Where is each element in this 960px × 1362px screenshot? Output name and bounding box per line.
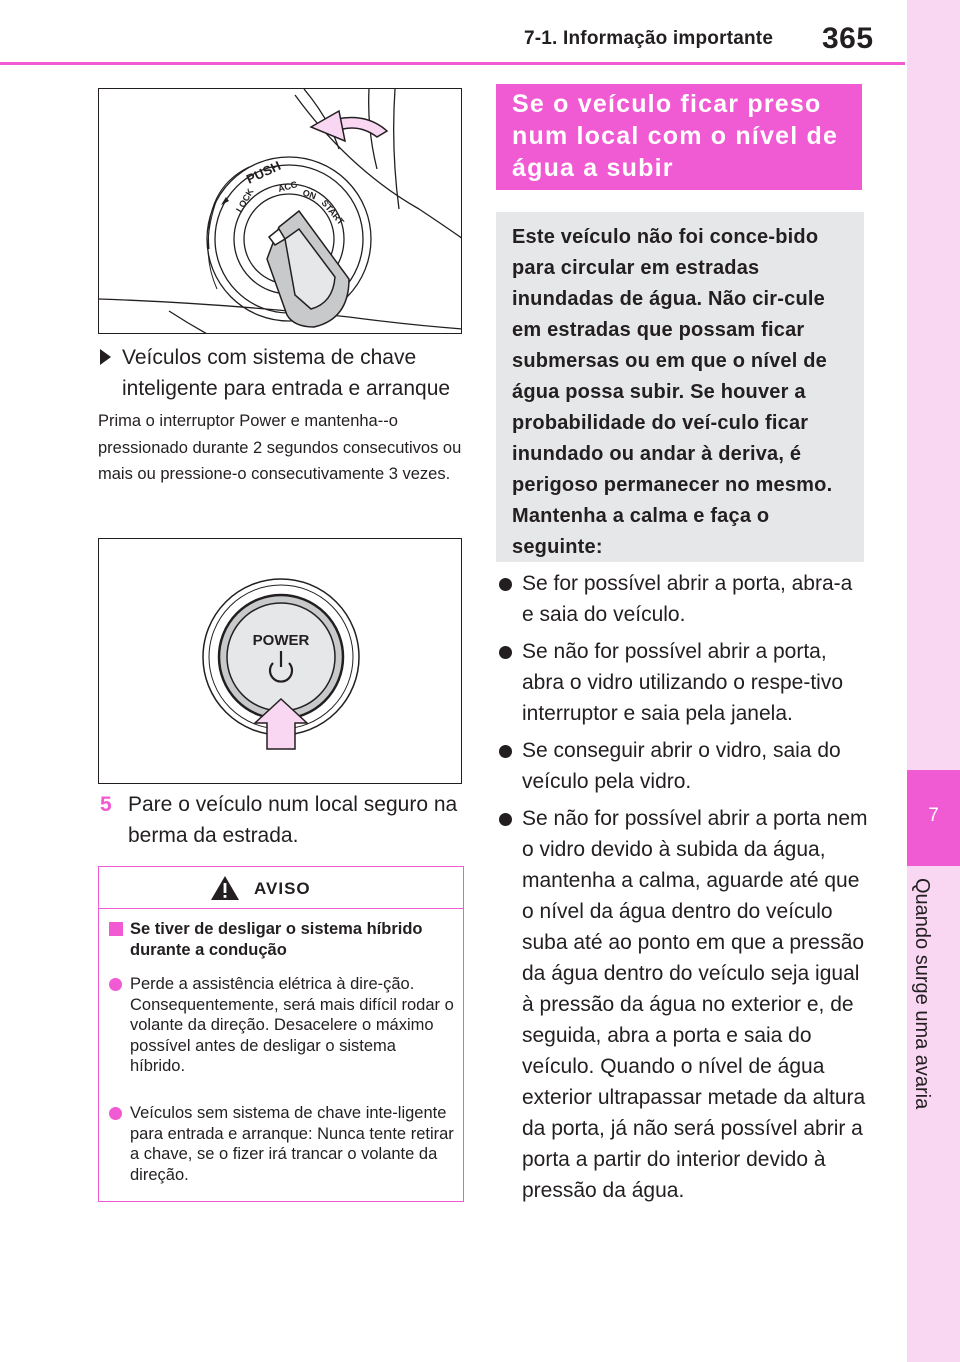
circle-bullet-icon xyxy=(499,745,512,758)
warning-label: AVISO xyxy=(254,879,311,898)
list-item: Se conseguir abrir o vidro, saia do veículo pela vidro. xyxy=(496,735,868,797)
step-number: 5 xyxy=(100,793,112,816)
power-label: POWER xyxy=(252,632,310,649)
subheading-smart-key: Veículos com sistema de chave inteligente para entrada e arranque xyxy=(100,342,470,404)
flooding-intro-box: Este veículo não foi conce-bido para circular em estradas inundadas de água. Não cir-cule em estradas que possam ficar submersas ou em que o nível de água possa subir. Se houver a probabilidade do veí-culo ficar inundado ou andar à deriva, é perigoso permanecer no mesmo. Mantenha a calma e faça o seguinte: xyxy=(496,212,864,562)
flooding-bullet-list xyxy=(496,568,868,1212)
square-bullet-icon xyxy=(109,922,123,936)
list-item: Se não for possível abrir a porta, abra o vidro utilizando o respe-tivo interruptor e saia pela janela. xyxy=(496,636,868,729)
section-title: 7-1. Informação importante xyxy=(524,28,774,49)
on-label: ON xyxy=(301,187,318,202)
chapter-label: Quando surge uma avaria xyxy=(911,878,933,1110)
list-item: Se não for possível abrir a porta nem o vidro devido à subida da água, mantenha a calma, aguarde até que o nível da água dentro do veículo suba até ao ponto em que a pressão da água dentro do veículo seja igual à pressão da água no exterior e, de seguida, abra a porta e saia do veículo. Quando o nível de água exterior ultrapassar metade da altura da porta, já não será possível abrir a porta a partir do interior devido à pressão da água. xyxy=(496,803,868,1206)
key-switch-illustration xyxy=(99,89,462,334)
push-label: PUSH xyxy=(243,157,284,187)
instruction-paragraph: Prima o interruptor Power e mantenha--o pressionado durante 2 segundos consecutivos ou mais ou pressione-o consecutivamente 3 vezes. xyxy=(98,412,462,483)
warning-item: Veículos sem sistema de chave inte-ligente para entrada e arranque: Nunca tente retirar a chave, se o fizer irá trancar o volante da direção. xyxy=(109,1103,454,1185)
flooding-section-heading: Se o veículo ficar preso num local com o nível de água a subir xyxy=(496,84,862,190)
side-tab-bar xyxy=(907,0,960,1362)
step-text: Pare o veículo num local seguro na berma da estrada. xyxy=(128,793,458,847)
warning-item: Perde a assistência elétrica à dire-ção. Consequentemente, será mais difícil rodar o volante da direção. Desacelere o máximo possível antes de desligar o sistema híbrido. xyxy=(109,974,454,1077)
power-button-figure xyxy=(98,538,462,784)
warning-triangle-icon xyxy=(210,875,240,901)
step-5 xyxy=(100,789,470,851)
circle-bullet-icon xyxy=(499,813,512,826)
start-label: START xyxy=(319,197,346,227)
chapter-number: 7 xyxy=(928,805,939,826)
list-item: Se for possível abrir a porta, abra-a e saia do veículo. xyxy=(496,568,868,630)
triangle-bullet-icon xyxy=(100,349,111,365)
page-number: 365 xyxy=(822,22,874,55)
circle-bullet-icon xyxy=(109,978,122,991)
circle-bullet-icon xyxy=(499,578,512,591)
circle-bullet-icon xyxy=(109,1107,122,1120)
lock-label: LOCK xyxy=(234,186,256,214)
header-rule xyxy=(0,62,905,65)
key-switch-figure xyxy=(98,88,462,334)
warning-header xyxy=(99,867,463,909)
warning-box xyxy=(98,866,464,1202)
power-button-illustration xyxy=(99,539,462,784)
warning-subheading: Se tiver de desligar o sistema híbrido durante a condução xyxy=(109,919,454,961)
circle-bullet-icon xyxy=(499,646,512,659)
acc-label: ACC xyxy=(276,179,299,194)
